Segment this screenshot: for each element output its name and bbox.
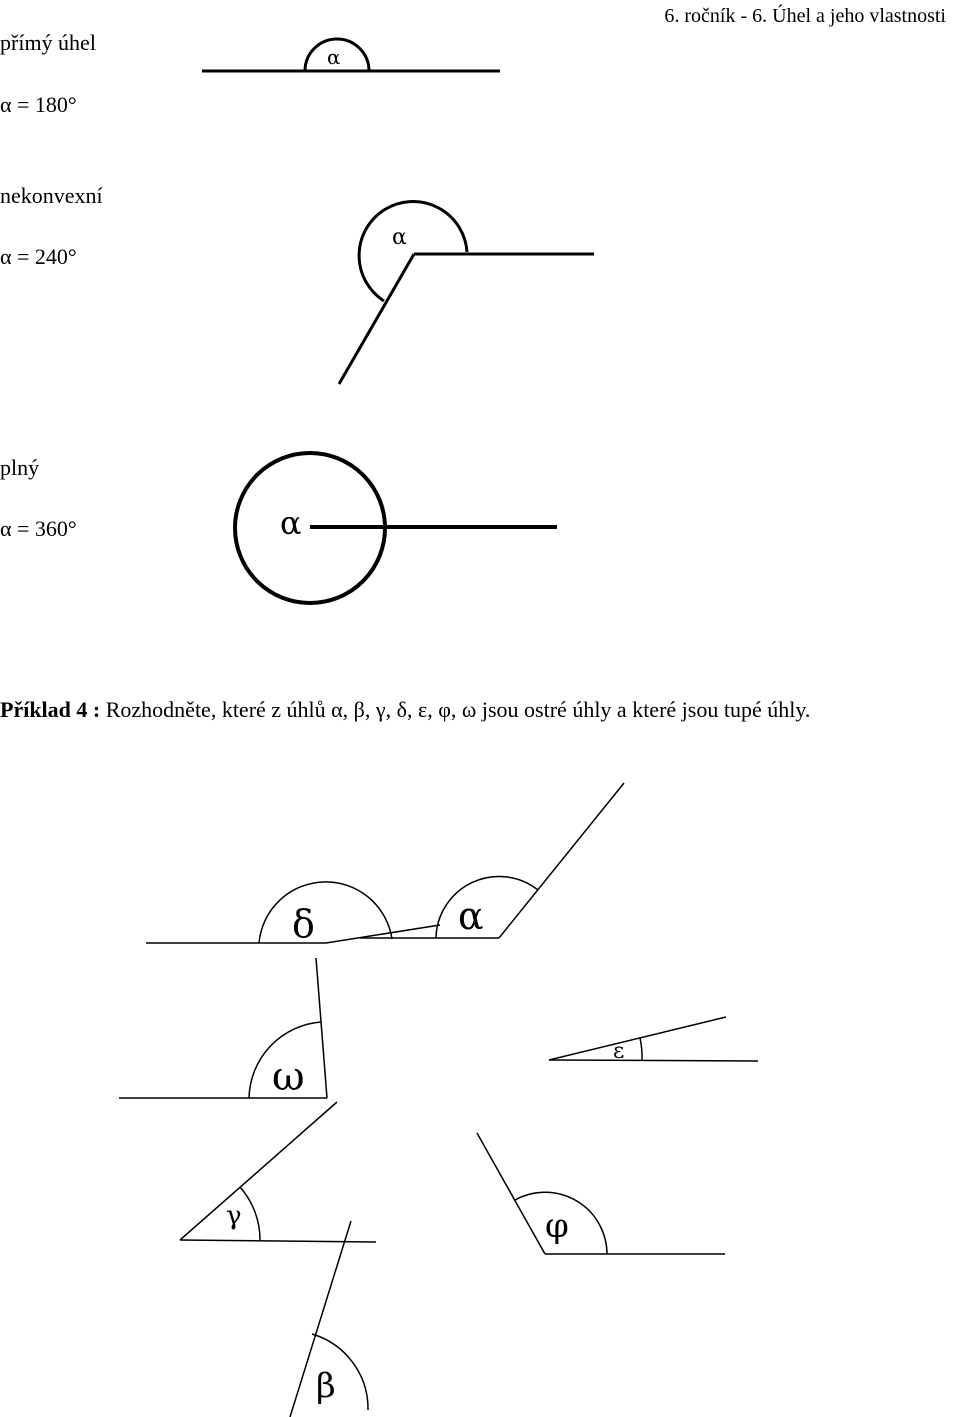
reflex-angle-figure — [339, 202, 594, 384]
omega-label: ω — [272, 1054, 305, 1100]
angle-gamma — [180, 1102, 376, 1242]
angle-phi — [477, 1133, 725, 1254]
full-angle-alpha-label: α — [280, 504, 302, 542]
epsilon-label: ε — [613, 1039, 625, 1064]
alpha-label: α — [458, 894, 484, 938]
full-angle-value: α = 360° — [0, 516, 77, 541]
straight-angle-value: α = 180° — [0, 92, 77, 117]
angle-omega — [119, 958, 327, 1100]
reflex-angle-alpha-label: α — [392, 225, 407, 250]
full-angle-figure — [235, 453, 557, 603]
straight-angle-figure — [202, 39, 500, 71]
example-label: Příklad 4 : — [0, 697, 101, 722]
reflex-angle-name: nekonvexní — [0, 183, 103, 208]
straight-angle-name: přímý úhel — [0, 30, 96, 55]
gamma-label: γ — [226, 1201, 242, 1231]
example-text: Rozhodněte, které z úhlů α, β, γ, δ, ε, φ, ω jsou ostré úhly a které jsou tupé úhly. — [100, 697, 811, 722]
phi-label: φ — [545, 1206, 569, 1246]
angle-alpha — [360, 783, 624, 938]
beta-label: β — [316, 1366, 336, 1406]
full-angle-name: plný — [0, 455, 40, 480]
delta-label: δ — [292, 902, 315, 946]
page-header: 6. ročník - 6. Úhel a jeho vlastnosti — [664, 5, 946, 27]
angle-beta — [290, 1221, 368, 1417]
reflex-angle-value: α = 240° — [0, 244, 77, 269]
straight-angle-alpha-label: α — [327, 45, 341, 69]
angle-epsilon — [549, 1017, 758, 1064]
angle-delta — [146, 882, 440, 946]
exercise-figures — [119, 783, 758, 1417]
